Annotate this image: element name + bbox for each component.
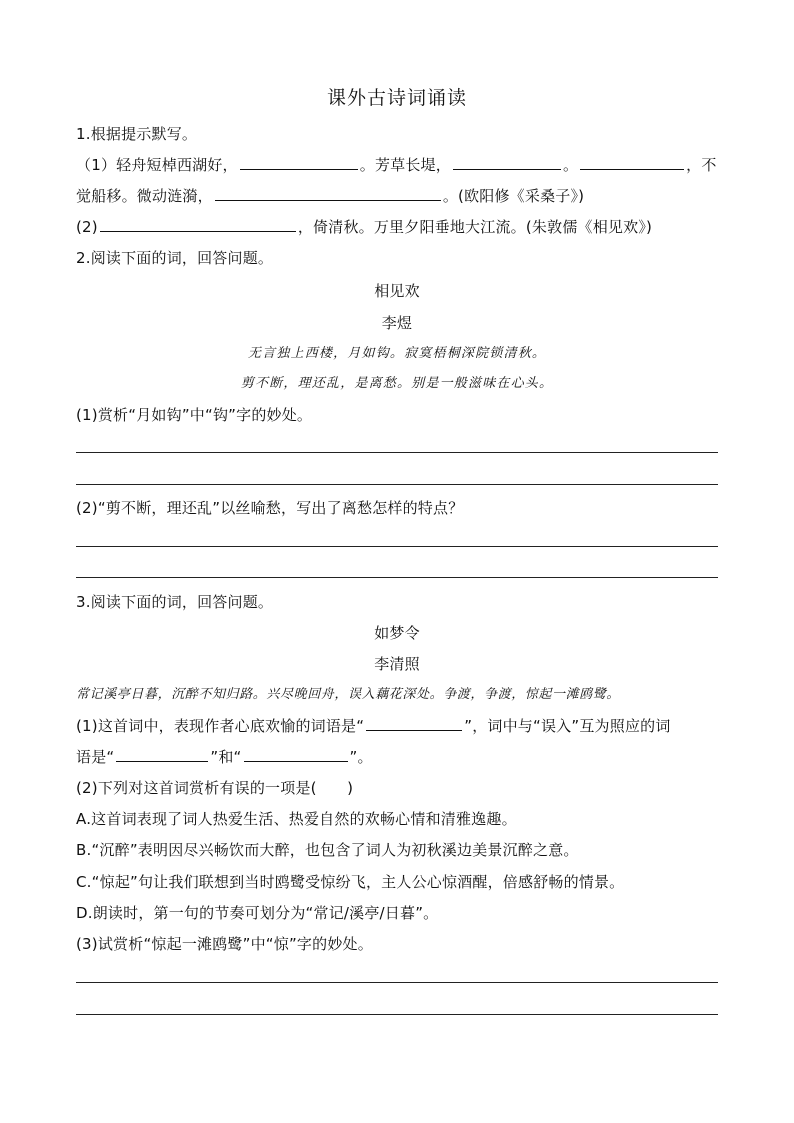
- q3-blank-3[interactable]: [244, 747, 348, 762]
- q3-blank-2[interactable]: [116, 747, 208, 762]
- q1-line1-text-d: ，不: [686, 156, 717, 174]
- q1-blank-1[interactable]: [240, 155, 358, 170]
- q2-poem-author: 李煜: [381, 314, 413, 332]
- q1-blank-3[interactable]: [580, 155, 684, 170]
- q3-sub1-line2: [76, 747, 718, 767]
- q3-sub2: (2)下列对这首词赏析有误的一项是( ): [76, 779, 354, 797]
- answer-line[interactable]: [76, 982, 718, 983]
- q2-sub1: (1)赏析“月如钩”中“钩”字的妙处。: [76, 406, 313, 424]
- answer-line[interactable]: [76, 546, 718, 547]
- q3-blank-1[interactable]: [366, 716, 462, 731]
- q3-sub1-text-e: ”。: [349, 748, 373, 766]
- q3-sub1-line1: [76, 716, 718, 736]
- q2-poem-line-2: 剪不断，理还乱，是离愁。别是一般滋味在心头。: [240, 376, 554, 391]
- q3-option-b[interactable]: B.“沉醉”表明因尽兴畅饮而大醉，也包含了词人为初秋溪边美景沉醉之意。: [76, 841, 579, 859]
- q3-sub3: (3)试赏析“惊起一滩鸥鹭”中“惊”字的妙处。: [76, 935, 373, 953]
- q3-option-c[interactable]: C.“惊起”句让我们联想到当时鸥鹭受惊纷飞，主人公心惊酒醒，倍感舒畅的情景。: [76, 873, 625, 891]
- q1-prompt: 1.根据提示默写。: [76, 125, 198, 143]
- q3-option-d[interactable]: D.朗读时，第一句的节奏可划分为“常记/溪亭/日暮”。: [76, 904, 439, 922]
- q1-line2-text-b: 。(欧阳修《采桑子》): [442, 187, 585, 205]
- q2-poem-title: 相见欢: [374, 282, 420, 300]
- q1-line3: [76, 217, 718, 237]
- q1-line2-text-a: 觉船移。微动涟漪，: [76, 187, 213, 205]
- q1-line3-text-b: ，倚清秋。万里夕阳垂地大江流。(朱敦儒《相见欢》): [297, 218, 653, 236]
- q1-line1: [76, 155, 718, 175]
- q3-sub1-text-a: (1)这首词中，表现作者心底欢愉的词语是“: [76, 717, 365, 735]
- q1-line3-text-a: (2): [76, 218, 98, 236]
- q3-sub1-text-b: ”，词中与“误入”互为照应的词: [464, 717, 671, 735]
- answer-line[interactable]: [76, 452, 718, 453]
- q1-blank-2[interactable]: [453, 155, 561, 170]
- q3-poem-title: 如梦令: [374, 624, 420, 642]
- q1-line1-text-b: 。芳草长堤，: [359, 156, 451, 174]
- q3-sub1-text-c: 语是“: [76, 748, 115, 766]
- q3-option-a[interactable]: A.这首词表现了词人热爱生活、热爱自然的欢畅心情和清雅逸趣。: [76, 810, 517, 828]
- q1-blank-5[interactable]: [100, 217, 296, 232]
- q1-blank-4[interactable]: [215, 186, 441, 201]
- q3-sub1-text-d: ”和“: [210, 748, 242, 766]
- q1-line2: [76, 186, 718, 206]
- q2-poem-line-1: 无言独上西楼，月如钩。寂寞梧桐深院锁清秋。: [247, 346, 547, 361]
- q3-prompt: 3.阅读下面的词，回答问题。: [76, 593, 274, 611]
- q1-line1-text-a: （1）轻舟短棹西湖好，: [76, 156, 238, 174]
- q3-poem-line-1: 常记溪亭日暮，沉醉不知归路。兴尽晚回舟，误入藕花深处。争渡，争渡，惊起一滩鸥鹭。: [76, 687, 621, 702]
- q2-prompt: 2.阅读下面的词，回答问题。: [76, 249, 274, 267]
- q1-line1-text-c: 。: [562, 156, 579, 174]
- page-title: 课外古诗词诵读: [326, 87, 467, 109]
- q2-sub2: (2)“剪不断，理还乱”以丝喻愁，写出了离愁怎样的特点？: [76, 499, 464, 517]
- q3-poem-author: 李清照: [374, 655, 420, 673]
- answer-line[interactable]: [76, 577, 718, 578]
- answer-line[interactable]: [76, 1014, 718, 1015]
- answer-line[interactable]: [76, 484, 718, 485]
